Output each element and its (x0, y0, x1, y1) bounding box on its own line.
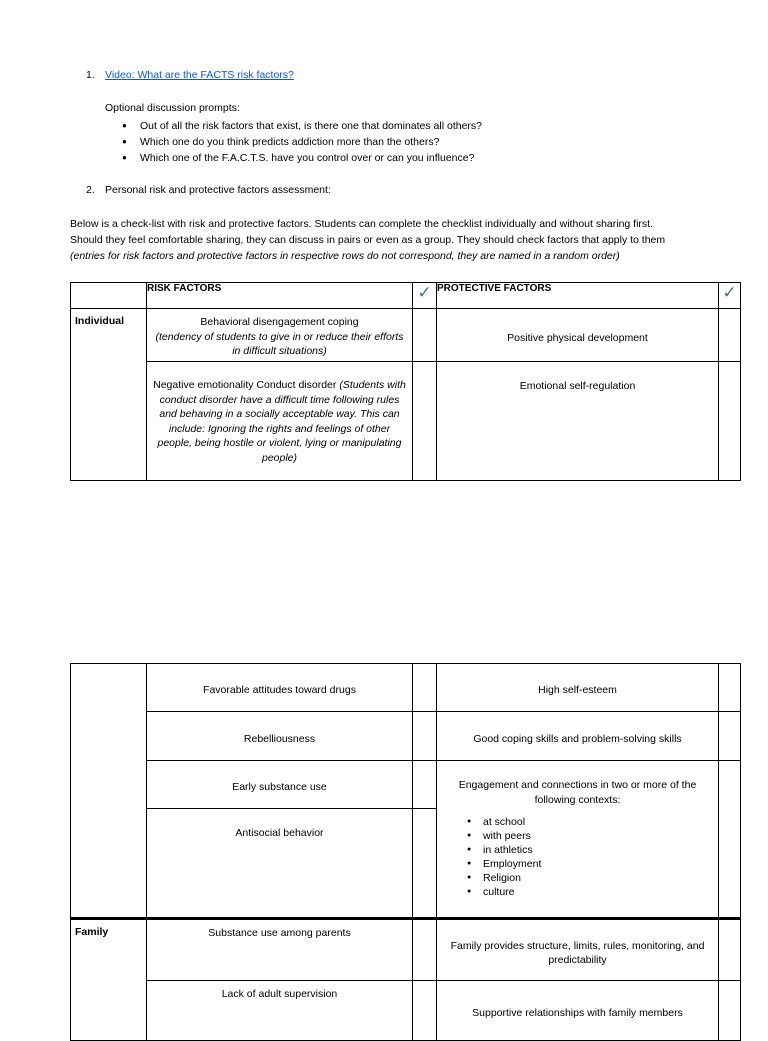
risk-checkbox[interactable] (413, 809, 437, 919)
table-row (71, 761, 741, 809)
risk-checkbox[interactable] (413, 362, 437, 481)
protective-cell: Positive physical development (437, 309, 719, 362)
category-cell (71, 664, 147, 919)
protective-cell (437, 761, 719, 919)
intro-note: (entries for risk factors and protective factors in respective rows do not correspond, they are named in a random order) (70, 250, 620, 262)
risk-cell: Favorable attitudes toward drugs (147, 664, 413, 712)
checkmark-icon: ✓ (719, 283, 741, 309)
intro-paragraph (70, 216, 730, 264)
protective-checkbox[interactable] (719, 981, 741, 1041)
risk-cell: Early substance use (147, 761, 413, 809)
assessment-heading: Personal risk and protective factors assessment: (105, 184, 331, 196)
header-risk-factors: RISK FACTORS (147, 283, 413, 309)
protective-cell: Good coping skills and problem-solving skills (437, 712, 719, 761)
risk-note: (tendency of students to give in or reduce their efforts in difficult situations) (155, 330, 404, 357)
list-number-2: 2. (86, 184, 95, 196)
protective-cell: Emotional self-regulation (437, 362, 719, 481)
protective-cell: Supportive relationships with family members (437, 981, 719, 1041)
protective-checkbox[interactable] (719, 664, 741, 712)
risk-checkbox[interactable] (413, 761, 437, 809)
header-empty-cell (71, 283, 147, 309)
risk-checkbox[interactable] (413, 981, 437, 1041)
contexts-list (443, 815, 712, 899)
risk-checkbox[interactable] (413, 309, 437, 362)
risk-title: Negative emotionality Conduct disorder (153, 379, 337, 391)
context-item: ● in athletics (483, 843, 712, 857)
risk-protective-table-1 (70, 282, 741, 481)
protective-checkbox[interactable] (719, 362, 741, 481)
context-item: ● with peers (483, 829, 712, 843)
intro-line-1: Below is a check-list with risk and protective factors. Students can complete the checklist individually and without sharing first. (70, 218, 654, 230)
table-row (71, 981, 741, 1041)
table-row (71, 919, 741, 981)
discussion-prompts-list (104, 118, 482, 166)
risk-cell: Substance use among parents (147, 919, 413, 981)
prompt-item: ● Which one do you think predicts addiction more than the others? (140, 134, 482, 150)
video-link[interactable]: Video: What are the FACTS risk factors? (105, 69, 294, 81)
context-item: ● Employment (483, 857, 712, 871)
context-item: ● culture (483, 885, 712, 899)
context-item: ● at school (483, 815, 712, 829)
prompts-label: Optional discussion prompts: (105, 102, 240, 114)
risk-checkbox[interactable] (413, 919, 437, 981)
category-individual: Individual (71, 309, 147, 481)
protective-cell: High self-esteem (437, 664, 719, 712)
table-row (71, 362, 741, 481)
context-item: ● Religion (483, 871, 712, 885)
table-row (71, 712, 741, 761)
list-number-1: 1. (86, 69, 95, 81)
protective-checkbox[interactable] (719, 712, 741, 761)
risk-checkbox[interactable] (413, 664, 437, 712)
risk-cell: Antisocial behavior (147, 809, 413, 919)
checkmark-icon: ✓ (413, 283, 437, 309)
risk-title: Behavioral disengagement coping (200, 316, 359, 328)
table-row (71, 309, 741, 362)
table-header-row (71, 283, 741, 309)
engagement-text: Engagement and connections in two or more of the following contexts: (458, 779, 697, 806)
risk-cell (147, 362, 413, 481)
risk-note: (Students with conduct disorder have a difficult time following rules and behaving in a socially acceptable way. This can include: Ignoring the rights and feelings of other people, being hostile or violent, lying or manipulating people) (157, 379, 406, 464)
header-protective-factors: PROTECTIVE FACTORS (437, 283, 719, 309)
risk-protective-table-2 (70, 663, 741, 1041)
risk-cell (147, 309, 413, 362)
category-family: Family (71, 919, 147, 1041)
risk-checkbox[interactable] (413, 712, 437, 761)
risk-cell: Lack of adult supervision (147, 981, 413, 1041)
protective-checkbox[interactable] (719, 919, 741, 981)
risk-cell: Rebelliousness (147, 712, 413, 761)
protective-cell: Family provides structure, limits, rules, monitoring, and predictability (437, 919, 719, 981)
prompt-item: ● Which one of the F.A.C.T.S. have you control over or can you influence? (140, 150, 482, 166)
protective-checkbox[interactable] (719, 761, 741, 919)
table-row (71, 664, 741, 712)
intro-line-2: Should they feel comfortable sharing, they can discuss in pairs or even as a group. They should check factors that apply to them (70, 234, 666, 246)
prompt-item: ● Out of all the risk factors that exist, is there one that dominates all others? (140, 118, 482, 134)
protective-checkbox[interactable] (719, 309, 741, 362)
